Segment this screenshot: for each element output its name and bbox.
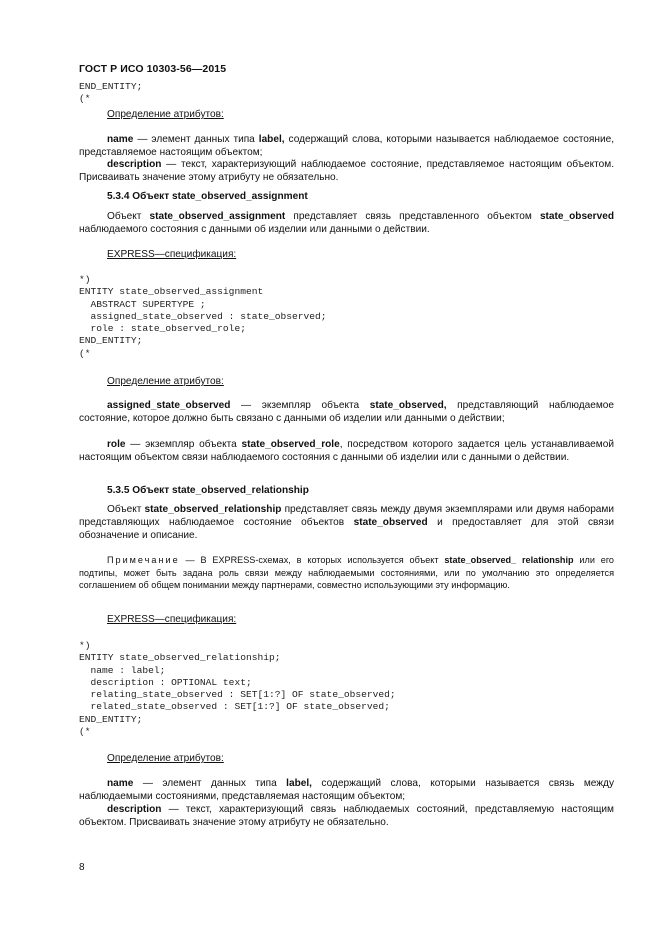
- attribute-description-definition: description — текст, характеризующий наблюдаемое состояние, представляемое настоящим объектом. Присваивать значение этому атрибуту не обязательно.: [79, 159, 614, 183]
- express-code-state-observed-relationship: *) ENTITY state_observed_relationship; name : label; description : OPTIONAL text; relating_state_observed : SET[1:?] OF state_observed; related_state_observed : SET[1:?] OF state_observed; END_ENTITY; (*: [79, 640, 396, 738]
- page-number: 8: [79, 862, 85, 873]
- attribute-name-definition: name — элемент данных типа label, содержащий слова, которыми называется связь между наблюдаемыми состояниями, представляемая настоящим объектом;: [79, 778, 614, 802]
- section-5-3-5-paragraph: Объект state_observed_relationship представляет связь между двумя экземплярами или двумя наборами представляющих наблюдаемое состояние объектов state_observed и предоставляет для этой связи обозначение и описание.: [79, 504, 614, 541]
- standard-header: ГОСТ Р ИСО 10303-56—2015: [79, 63, 227, 75]
- express-code-state-observed-assignment: *) ENTITY state_observed_assignment ABSTRACT SUPERTYPE ; assigned_state_observed : state_observed; role : state_observed_role; END_ENTITY; (*: [79, 274, 327, 359]
- attribute-definitions-heading: Определение атрибутов:: [107, 109, 224, 120]
- section-5-3-4-paragraph: Объект state_observed_assignment представляет связь представленного объектом state_observed наблюдаемого состояния с данными об изделии или данными о действии.: [79, 211, 614, 235]
- attribute-definitions-heading: Определение атрибутов:: [107, 376, 224, 387]
- section-5-3-5-heading: 5.3.5 Объект state_observed_relationship: [107, 485, 309, 496]
- term-description: description: [107, 159, 162, 170]
- attribute-description-definition: description — текст, характеризующий связь наблюдаемых состояний, представляемую настоящим объектом. Присваивать значение этому атрибуту не обязательно.: [79, 804, 614, 828]
- attribute-assigned-definition: assigned_state_observed — экземпляр объекта state_observed, представляющий наблюдаемое состояние, которое должно быть связано с данными об изделии или данными о действии;: [79, 400, 614, 424]
- note-label: Примечание: [107, 555, 180, 565]
- attribute-name-definition: name — элемент данных типа label, содержащий слова, которыми называется наблюдаемое состояние, представляемое настоящим объектом;: [79, 134, 614, 158]
- attribute-definitions-heading: Определение атрибутов:: [107, 753, 224, 764]
- note-paragraph: Примечание — В EXPRESS-схемах, в которых используется объект state_observed_ relationship или его подтипы, может быть задана роль связи между наблюдаемыми состояниями, или по умолчанию это определяется соглашением об общем понимании между партнерами, совместно использующими эту информацию.: [79, 555, 614, 591]
- express-code-end-previous: END_ENTITY; (*: [79, 81, 143, 105]
- section-5-3-4-heading: 5.3.4 Объект state_observed_assignment: [107, 191, 308, 202]
- term-name: name: [107, 134, 134, 145]
- attribute-role-definition: role — экземпляр объекта state_observed_role, посредством которого задается цель устанавливаемой настоящим объектом связи наблюдаемого состояния с данными об изделии или с данными о действии.: [79, 439, 614, 463]
- express-specification-heading: EXPRESS—спецификация:: [107, 614, 237, 625]
- express-specification-heading: EXPRESS—спецификация:: [107, 249, 237, 260]
